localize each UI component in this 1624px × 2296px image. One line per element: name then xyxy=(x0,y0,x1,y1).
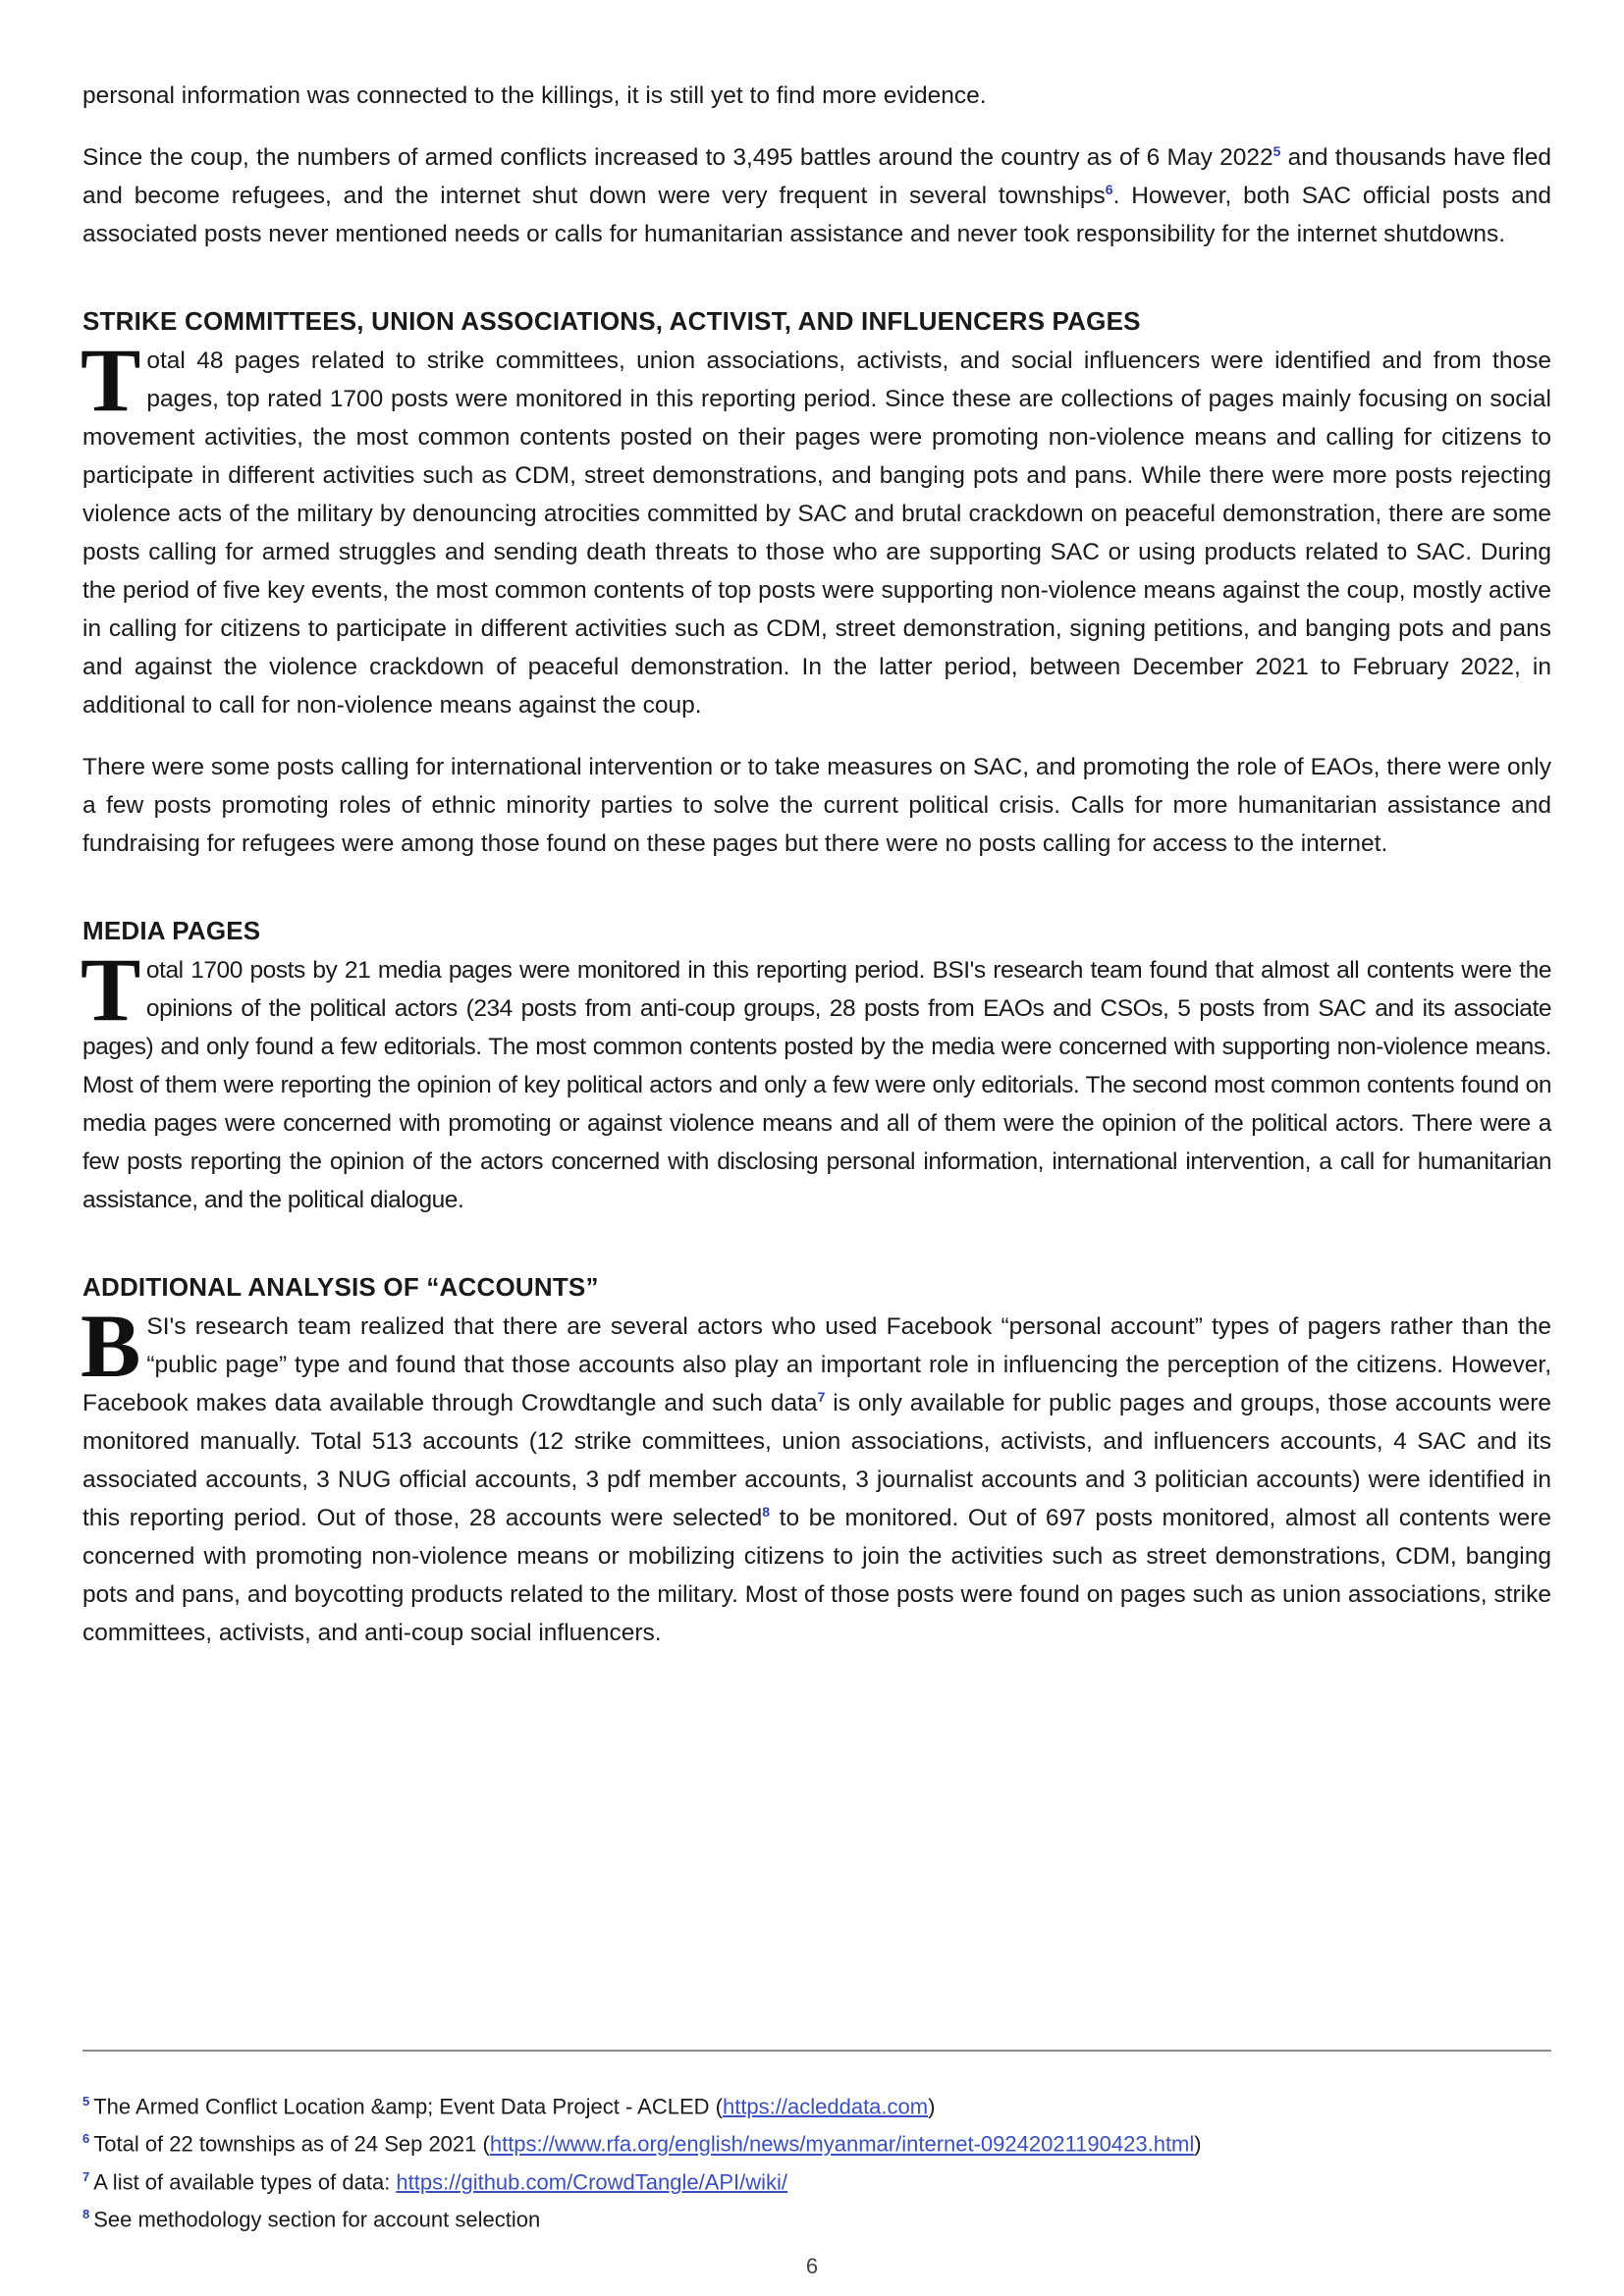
footnote-tail: ) xyxy=(1194,2131,1202,2157)
media-text: otal 1700 posts by 21 media pages were monitored in this reporting period. BSI's research team found that almost all contents were the opinions of the political actors (234 posts from anti-coup groups, 28 posts from EAOs and CSOs, 5 posts from SAC and its associate pages) and only found a few editorials. The most common contents posted by the media were concerned with supporting non-violence means. Most of them were reporting the opinion of key political actors and only a few were only editorials. The second most common contents found on media pages were concerned with promoting or against violence means and all of them were the opinion of the political actors. There were a few posts reporting the opinion of the actors concerned with disclosing personal information, international intervention, a call for humanitarian assistance, and the political dialogue. xyxy=(82,957,1551,1213)
accounts-text-b: is only available for public pages and groups, those accounts were monitored manually. Total 513 accounts (12 strike committees, union associations, activists, and influencers accounts, 4 SAC and its associated accounts, 3 NUG official accounts, 3 pdf member accounts, 3 journalist accounts and 3 politician accounts) were identified in this reporting period. Out of those, 28 accounts were selected xyxy=(82,1390,1551,1531)
footnote-link[interactable]: https://www.rfa.org/english/news/myanmar/internet-09242021190423.html xyxy=(489,2131,1195,2157)
intro-text-b: and thousands have fled and become refugees, and the internet shut down were very frequent in several townships xyxy=(82,144,1552,209)
media-paragraph-1 xyxy=(81,939,1551,1219)
footnote-text: The Armed Conflict Location &amp; Event Data Project - ACLED ( xyxy=(93,2094,723,2119)
accounts-text-c: to be monitored. Out of 697 posts monitored, almost all contents were concerned with promoting non-violence means or mobilizing citizens to join the activities such as street demonstrations, CDM, banging pots and pans, and boycotting products related to the military. Most of those posts were found on pages such as union associations, strike committees, activists, and anti-coup social influencers. xyxy=(82,1505,1552,1646)
footnote-number: 7 xyxy=(82,2168,90,2184)
intro-paragraph-2 xyxy=(82,138,1551,253)
page-number: 6 xyxy=(805,2254,819,2278)
accounts-paragraph-1 xyxy=(81,1296,1552,1652)
footnote-ref-8[interactable]: 8 xyxy=(762,1503,771,1520)
accounts-text-a: SI's research team realized that there are several actors who used Facebook “personal account” types of pagers rather than the “public page” type and found that those accounts also play an important role in influencing the perception of the citizens. However, Facebook makes data available through Crowdtangle and such data xyxy=(82,1313,1551,1416)
drop-cap: T xyxy=(81,939,140,1040)
footnote-number: 8 xyxy=(82,2206,90,2221)
footnote-7 xyxy=(82,2161,1551,2198)
section-heading-strike: STRIKE COMMITTEES, UNION ASSOCIATIONS, ACTIVIST, AND INFLUENCERS PAGES xyxy=(82,306,1141,336)
footnote-link[interactable]: https://github.com/CrowdTangle/API/wiki/ xyxy=(396,2168,788,2194)
page-content xyxy=(82,77,1551,1676)
strike-paragraph-1 xyxy=(81,330,1551,724)
footnote-text: Total of 22 townships as of 24 Sep 2021 ( xyxy=(93,2131,490,2157)
footnote-ref-6[interactable]: 6 xyxy=(1105,181,1113,197)
drop-cap: T xyxy=(81,330,141,430)
footnote-link[interactable]: https://acleddata.com xyxy=(722,2094,929,2119)
section-heading-media: MEDIA PAGES xyxy=(82,916,261,945)
intro-text-c: . However, both SAC official posts and associated posts never mentioned needs or calls for humanitarian assistance and never took responsibility for the internet shutdowns. xyxy=(82,183,1551,247)
intro-text-a: Since the coup, the numbers of armed conflicts increased to 3,495 battles around the country as of 6 May 2022 xyxy=(82,144,1273,171)
footnote-5 xyxy=(82,2085,1551,2122)
footnotes xyxy=(82,2050,1551,2235)
intro-paragraph-1: personal information was connected to the killings, it is still yet to find more evidence. xyxy=(82,82,987,109)
section-heading-accounts: ADDITIONAL ANALYSIS OF “ACCOUNTS” xyxy=(82,1272,599,1302)
footnote-number: 6 xyxy=(82,2131,90,2147)
footnote-tail: ) xyxy=(928,2094,936,2119)
footnote-6 xyxy=(82,2122,1551,2160)
footnote-8 xyxy=(82,2198,1551,2235)
drop-cap: B xyxy=(81,1296,141,1396)
footnote-number: 5 xyxy=(82,2094,90,2109)
footnote-ref-7[interactable]: 7 xyxy=(817,1388,826,1405)
strike-text: otal 48 pages related to strike committees, union associations, activists, and social influencers were identified and from those pages, top rated 1700 posts were monitored in this reporting period. Since these are collections of pages mainly focusing on social movement activities, the most common contents posted on their pages were promoting non-violence means and calling for citizens to participate in different activities such as CDM, street demonstrations, and banging pots and pans. While there were more posts rejecting violence acts of the military by denouncing atrocities committed by SAC and brutal crackdown on peaceful demonstration, there are some posts calling for armed struggles and sending death threats to those who are supporting SAC or using products related to SAC. During the period of five key events, the most common contents of top posts were supporting non-violence means against the coup, mostly active in calling for citizens to participate in different activities such as CDM, street demonstration, signing petitions, and banging pots and pans and against the violence crackdown of peaceful demonstration. In the latter period, between December 2021 to February 2022, in additional to call for non-violence means against the coup. xyxy=(82,347,1551,719)
footnote-text: A list of available types of data: xyxy=(93,2168,397,2194)
strike-paragraph-2: There were some posts calling for international intervention or to take measures on SAC, and promoting the role of EAOs, there were only a few posts promoting roles of ethnic minority parties to solve the current political crisis. Calls for more humanitarian assistance and fundraising for refugees were among those found on these pages but there were no posts calling for access to the internet. xyxy=(82,754,1551,857)
footnote-ref-5[interactable]: 5 xyxy=(1272,142,1281,159)
footnote-text: See methodology section for account selection xyxy=(93,2207,541,2232)
